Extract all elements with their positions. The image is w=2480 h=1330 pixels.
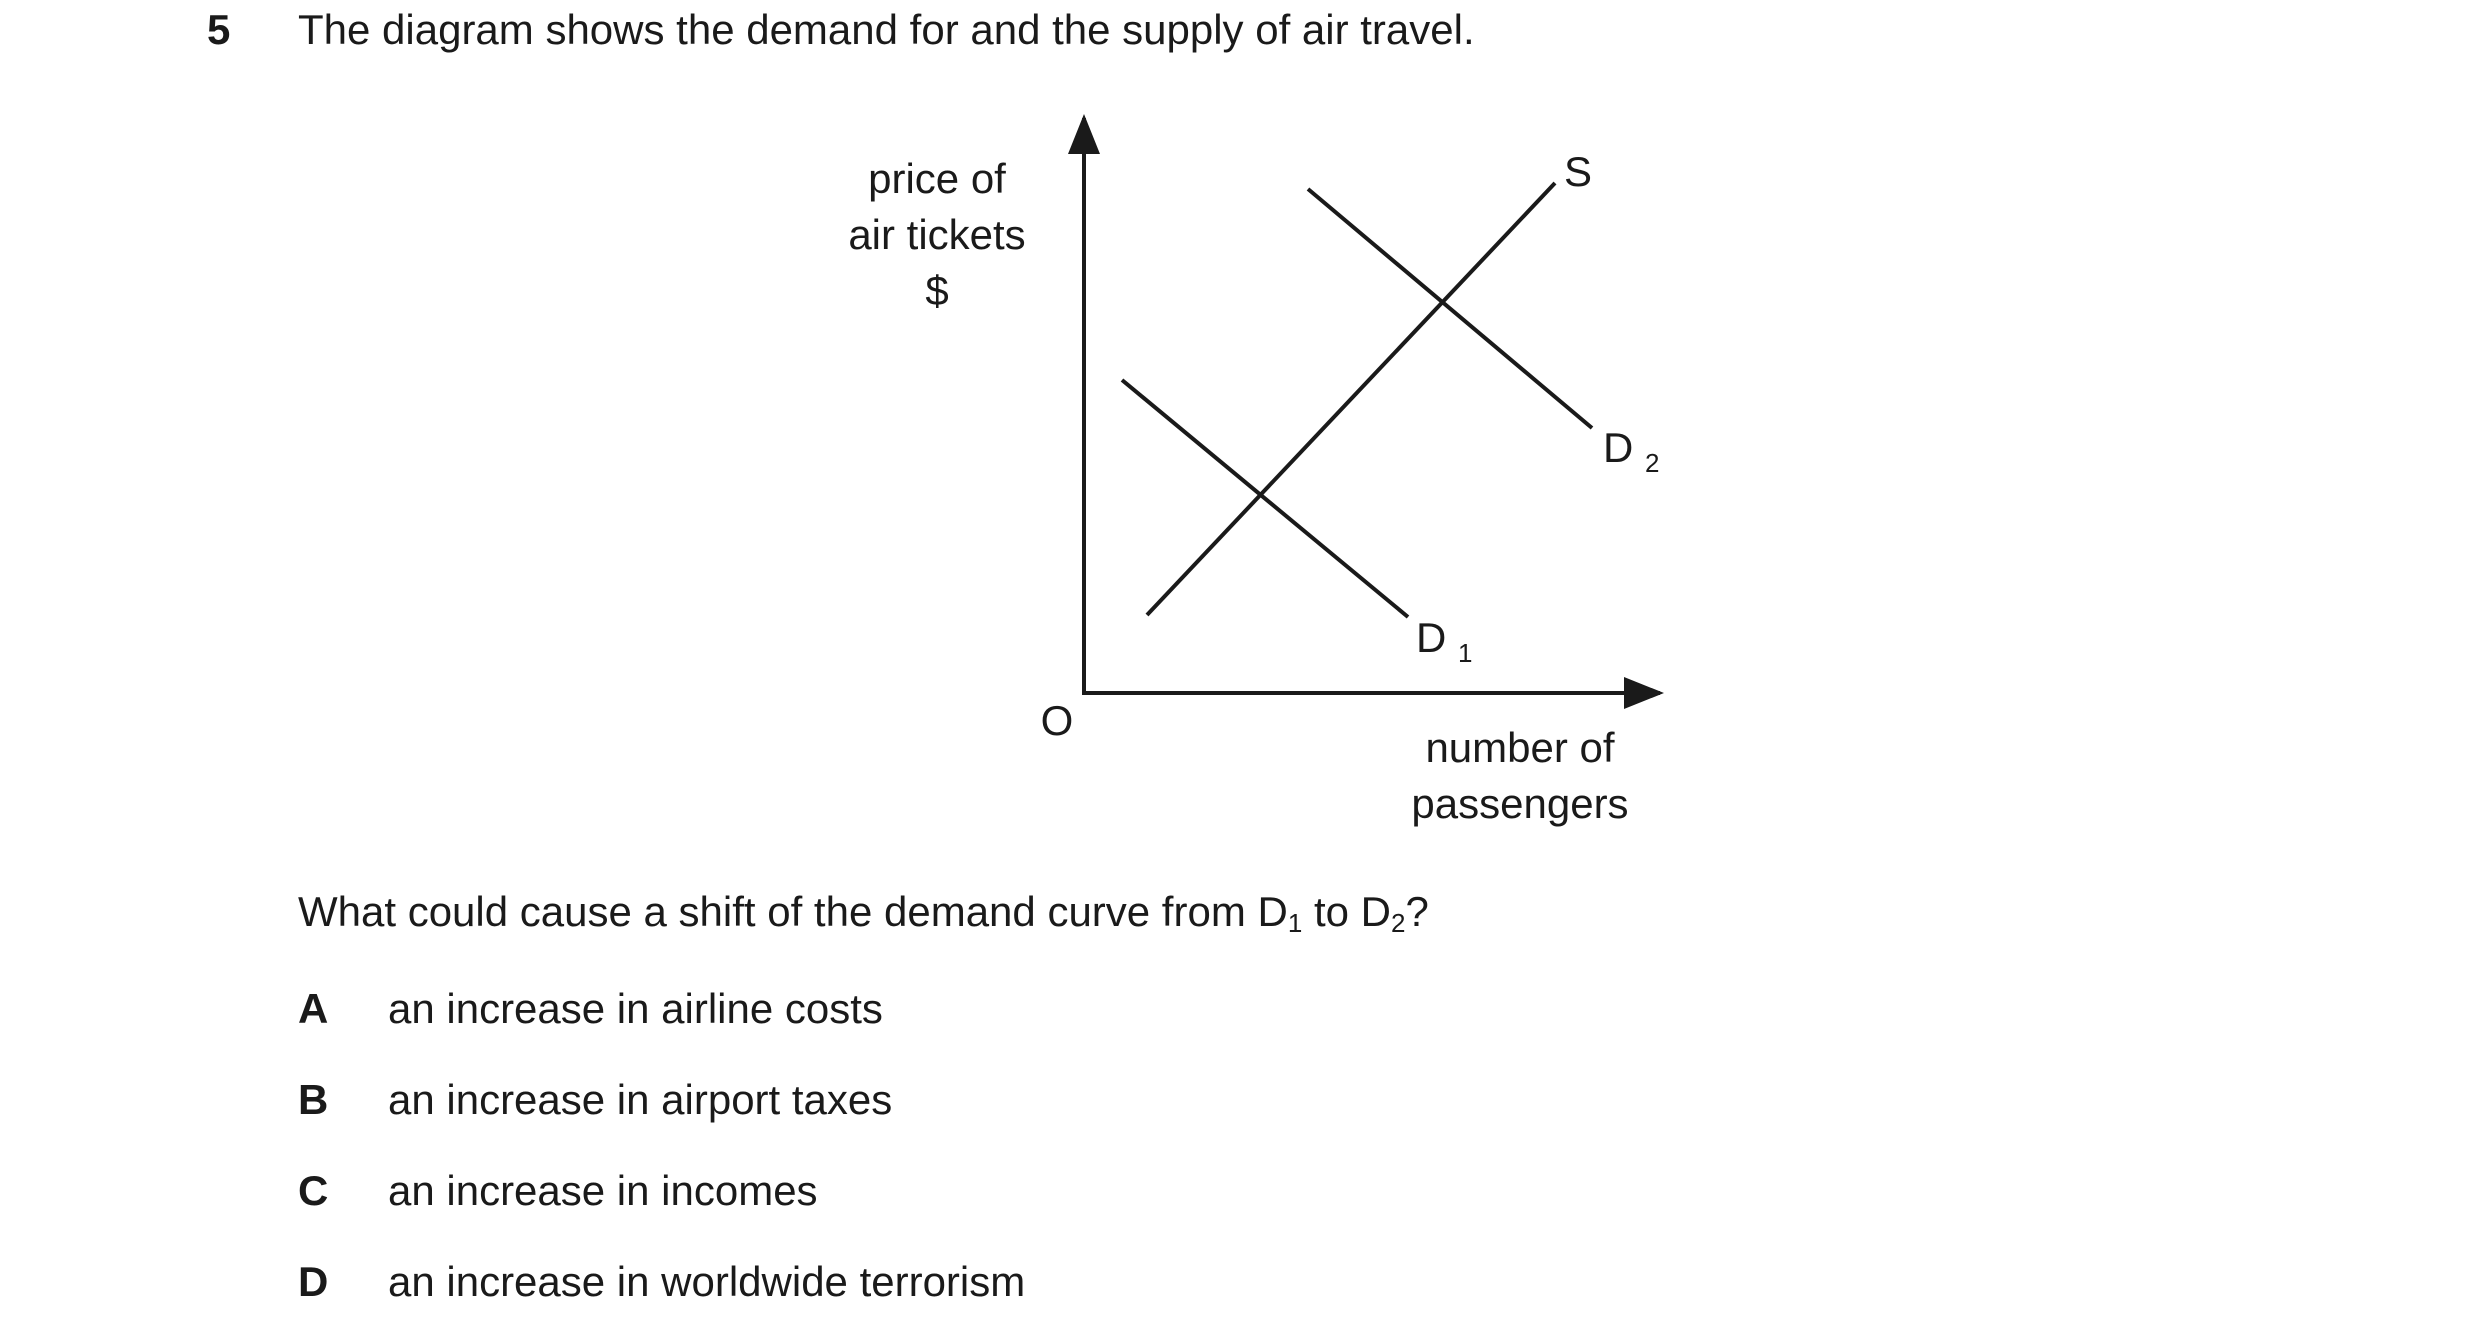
question-prompt [298, 888, 1429, 936]
demand-curve-d1-label: D $_1$ [1416, 614, 1473, 668]
option-d-letter: D [298, 1258, 329, 1305]
prompt-text-end: ? [1405, 888, 1429, 935]
option-d-text: an increase in worldwide terrorism [388, 1258, 1026, 1305]
option-b[interactable] [298, 1076, 892, 1124]
option-b-letter: B [298, 1076, 329, 1123]
y-axis-label-line-3: $ [925, 267, 949, 314]
option-d[interactable] [298, 1258, 1025, 1306]
question-stem: The diagram shows the demand for and the supply of air travel. [298, 6, 1475, 53]
demand-curve-d2-label: D $_2$ [1603, 424, 1660, 478]
y-axis-label-line-2: air tickets [848, 211, 1026, 258]
y-axis-label-line-1: price of [868, 155, 1006, 202]
option-c-text: an increase in incomes [388, 1167, 818, 1214]
origin-label: O [1040, 697, 1074, 744]
x-axis-label-line-2: passengers [1411, 780, 1629, 827]
option-c-letter: C [298, 1167, 329, 1214]
x-axis-label-line-1: number of [1425, 724, 1615, 771]
question-number: 5 [207, 6, 231, 53]
prompt-subscript-2: 2 [1390, 908, 1406, 938]
option-a-letter: A [298, 985, 329, 1032]
demand-curve-d1 [1122, 380, 1408, 617]
prompt-text-start: What could cause a shift of the demand curve from D [298, 888, 1288, 935]
supply-curve-label: S [1563, 148, 1593, 195]
option-a[interactable] [298, 985, 883, 1033]
prompt-subscript-1: 1 [1287, 908, 1303, 938]
demand-curve-d2 [1308, 189, 1592, 428]
option-c[interactable] [298, 1167, 818, 1215]
prompt-text-middle: to D [1302, 888, 1391, 935]
supply-curve [1147, 183, 1555, 615]
option-b-text: an increase in airport taxes [388, 1076, 893, 1123]
option-a-text: an increase in airline costs [388, 985, 883, 1032]
